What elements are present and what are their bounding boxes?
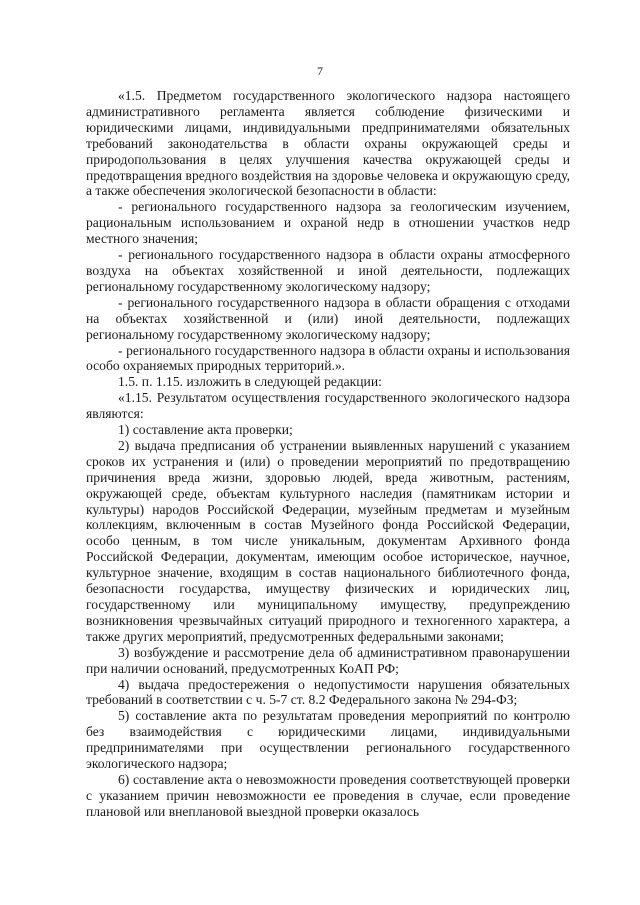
paragraph-subject-of-supervision: «1.5. Предметом государственного экологического надзора настоящего административного регламента является соблюдение физическими и юридическими лицами, индивидуальными предпринимателями обязательных требований законодательства в области охраны окружающей среды и природопользования в целях улучшения качества окружающей среды и предотвращения вредного воздействия на здоровье человека и окружающую среду, а также обеспечения экологической безопасности в области: [86, 88, 570, 199]
paragraph-amendment-1-15: 1.5. п. 1.15. изложить в следующей редакции: [118, 374, 382, 390]
paragraph-subsoil-supervision: - регионального государственного надзора за геологическим изучением, рациональным использованием и охраной недр в отношении участков недр местного значения; [86, 199, 570, 247]
paragraph-waste-supervision: - регионального государственного надзора в области обращения с отходами на объектах хозяйственной и (или) иной деятельности, подлежащих региональному государственному экологическому надзору; [86, 294, 570, 342]
list-item-inspection-act: 1) составление акта проверки; [118, 422, 293, 438]
list-item-order-issuance: 2) выдача предписания об устранении выявленных нарушений с указанием сроков их устранения и (или) о проведении мероприятий по предотвращению причинения вреда жизни, здоровью людей, вреда животным, растениям, окружающей среде, объектам культурного наследия (памятникам истории и культуры) народов Российской Федерации, музейным предметам и музейным коллекциям, включенным в состав Музейного фонда Российской Федерации, особо ценным, в том числе уникальным, документам Архивного фонда Российской Федерации, документам, имеющим особое историческое, научное, культурное значение, входящим в состав национального библиотечного фонда, безопасности государства, имуществу физических и юридических лиц, государственному или муниципальному имуществу, предупреждению возникновения чрезвычайных ситуаций природного и техногенного характера, а также других мероприятий, предусмотренных федеральными законами; [86, 437, 570, 644]
paragraph-results-intro: «1.15. Результатом осуществления государственного экологического надзора являются: [86, 390, 570, 422]
paragraph-air-protection-supervision: - регионального государственного надзора в области охраны атмосферного воздуха на объектах хозяйственной и иной деятельности, подлежащих региональному государственному экологическому надзору; [86, 247, 570, 294]
list-item-impossibility-act: 6) составление акта о невозможности проведения соответствующей проверки с указанием причин невозможности ее проведения в случае, если проведение плановой или внеплановой выездной проверки оказалось [86, 771, 570, 819]
list-item-administrative-case: 3) возбуждение и рассмотрение дела об административном правонарушении при наличии оснований, предусмотренных КоАП РФ; [86, 644, 570, 676]
list-item-control-measures-act: 5) составление акта по результатам проведения мероприятий по контролю без взаимодействия с юридическими лицами, индивидуальными предпринимателями при осуществлении регионального государственного экологического надзора; [86, 708, 570, 772]
list-item-warning-issuance: 4) выдача предостережения о недопустимости нарушения обязательных требований в соответствии с ч. 5-7 ст. 8.2 Федерального закона № 294-ФЗ; [86, 676, 570, 708]
page-number: 7 [317, 64, 323, 78]
paragraph-protected-territories-supervision: - регионального государственного надзора в области охраны и использования особо охраняемых природных территорий.». [86, 342, 570, 374]
document-body [86, 88, 570, 820]
